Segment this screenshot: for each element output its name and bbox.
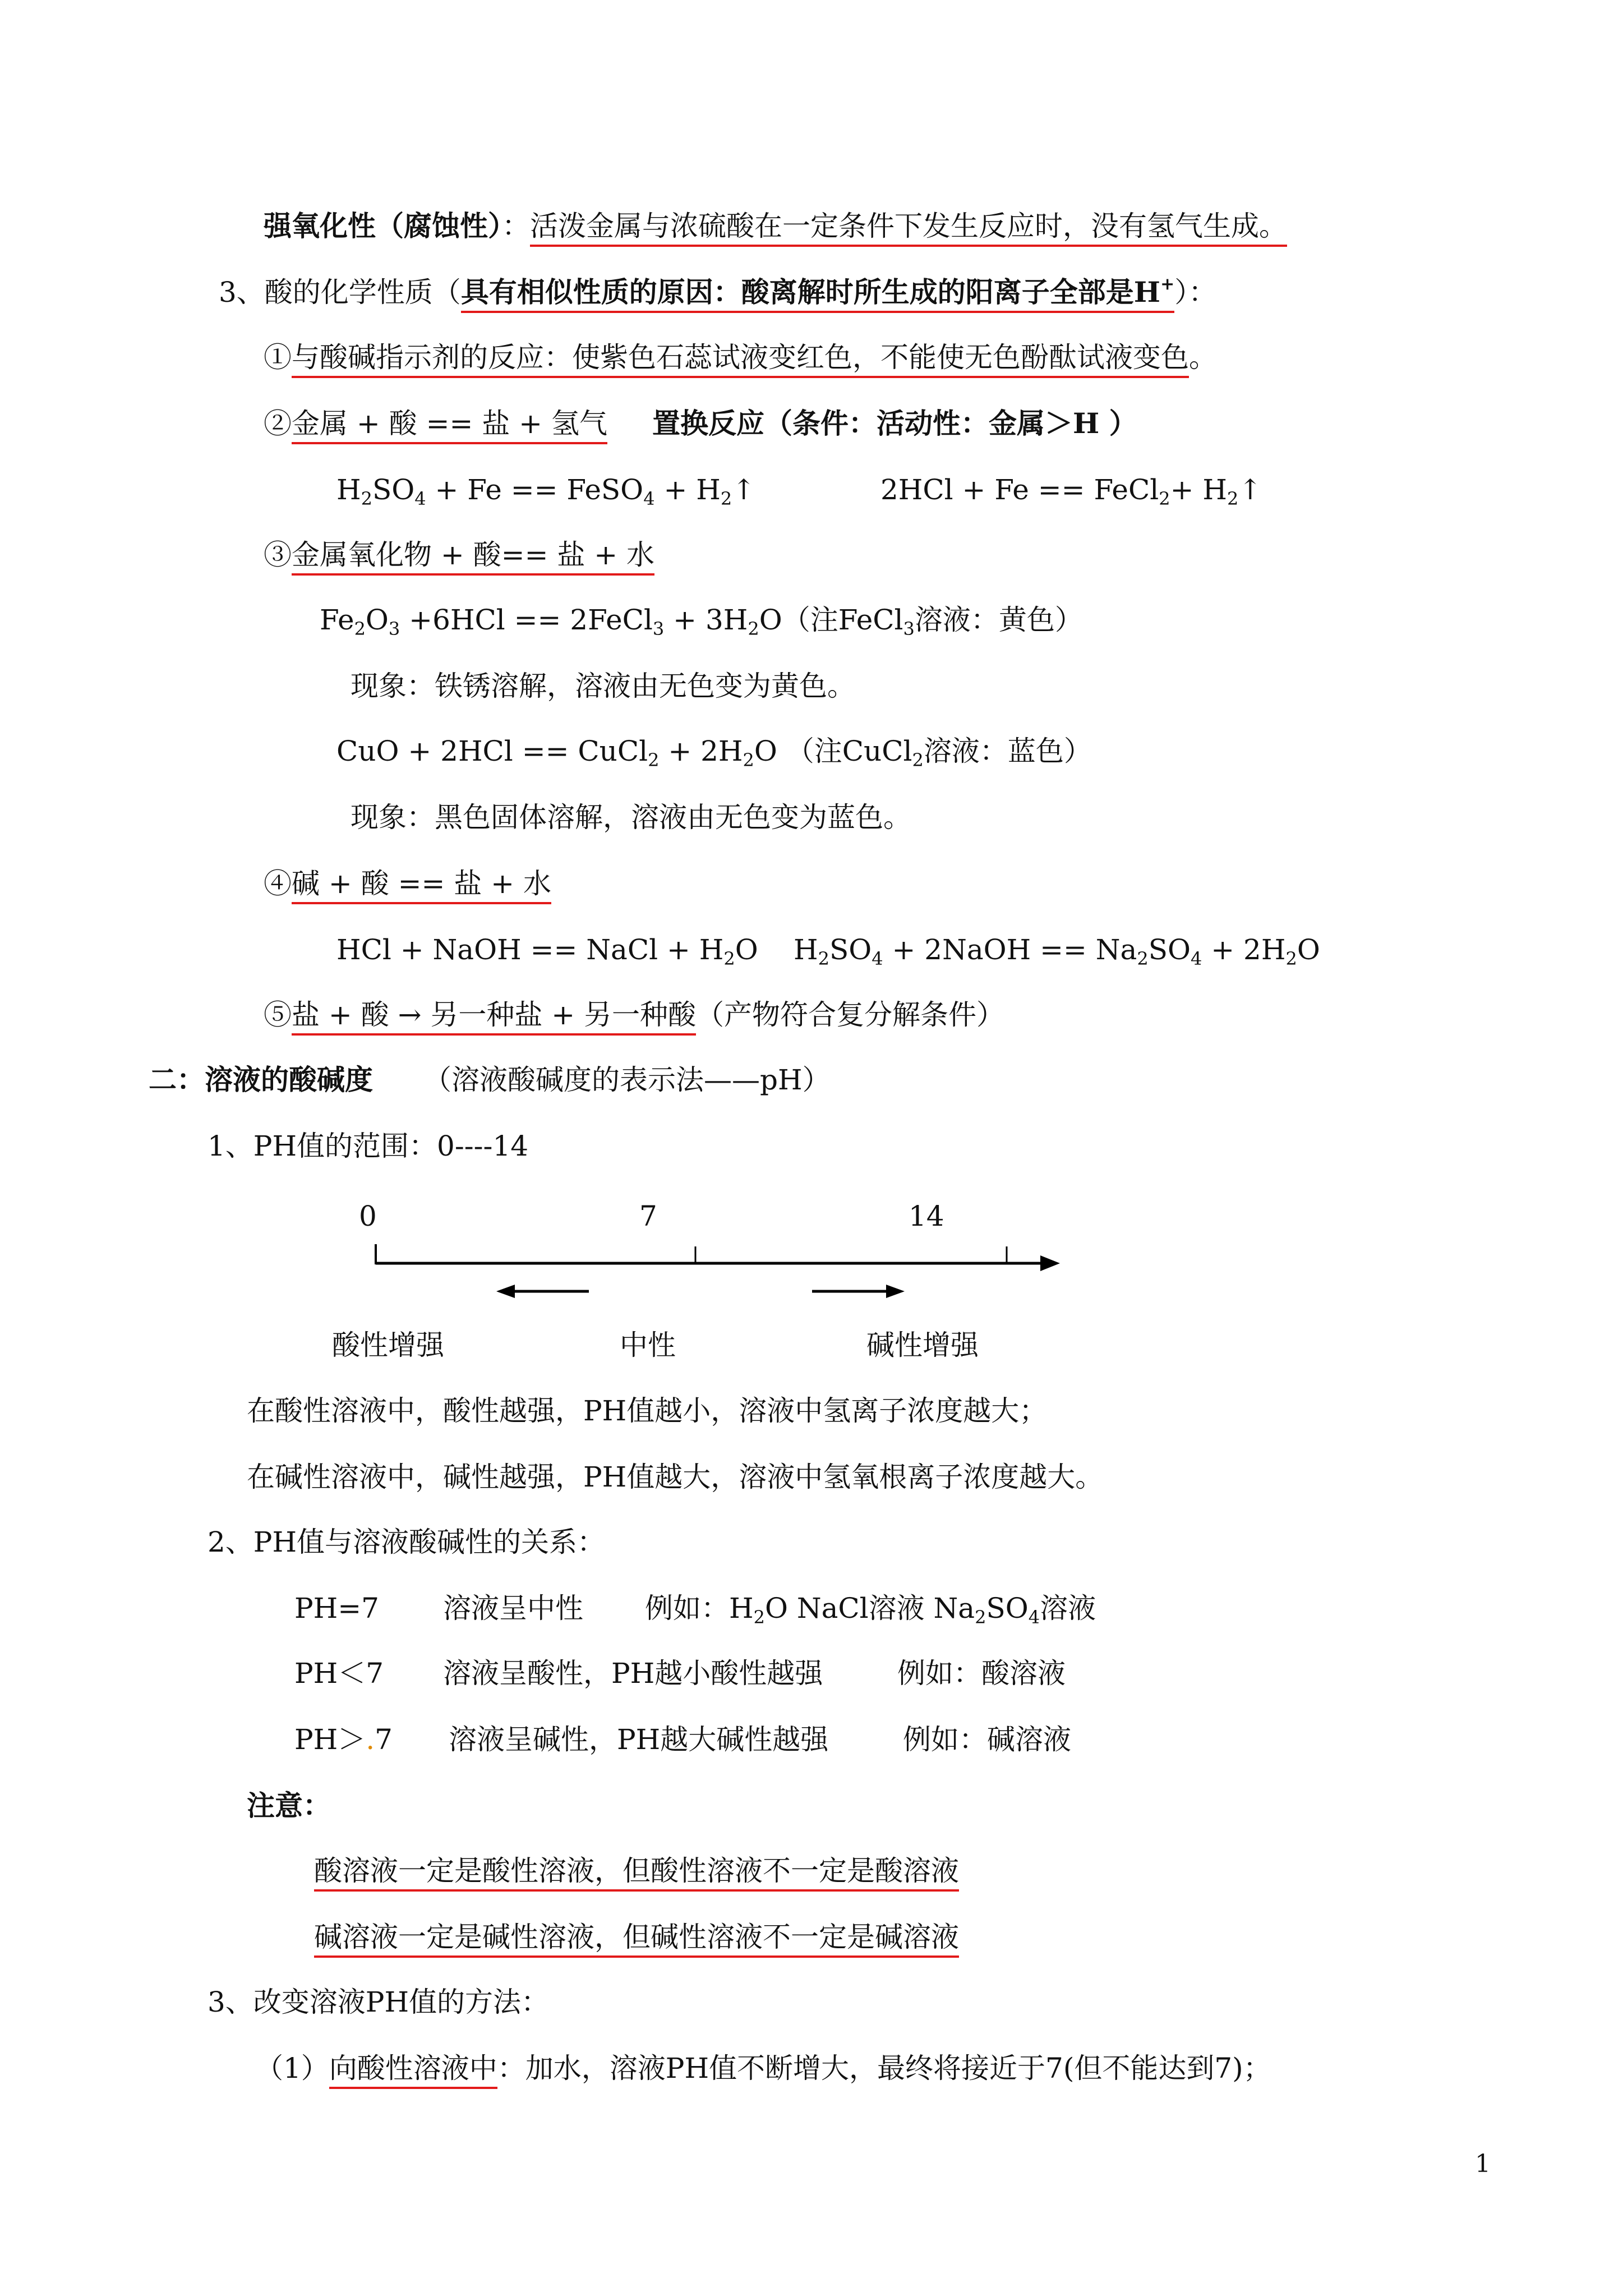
row-ph-7-example: 例如：$H_2O$ NaCl溶液 $Na_2SO_4$溶液 <box>645 1592 1096 1628</box>
phenomenon-black-solid: 现象：黑色固体溶解，溶液由无色变为蓝色。 <box>351 801 911 834</box>
row-ph-lt7-desc: 溶液呈酸性，PH越小酸性越强 <box>443 1657 823 1690</box>
phenomenon-rust: 现象：铁锈溶解，溶液由无色变为黄色。 <box>351 670 855 702</box>
acid-arrow-head <box>496 1285 515 1298</box>
equation-cuo-hcl: CuO + 2HCl == CuCl$_2$ + $2H_2O$ （注CuCl$_2$溶液：蓝色） <box>336 735 1092 771</box>
equation-h2so4-naoh: $H_2SO_4$ + 2NaOH == $Na_2SO_4 + 2H_2O$ <box>794 933 1320 969</box>
line-base-solution: 在碱性溶液中，碱性越强，PH值越大，溶液中氢氧根离子浓度越大。 <box>247 1461 1104 1493</box>
line-metal-acid: ②金属 + 酸 == 盐 + 氢气 置换反应（条件：活动性：金属＞H ） <box>264 405 1137 442</box>
line-indicator: ①与酸碱指示剂的反应：使紫色石蕊试液变红色，不能使无色酚酞试液变色。 <box>264 339 1217 376</box>
line-ph-relationship: 2、PH值与溶液酸碱性的关系： <box>208 1526 606 1558</box>
scale-label-acid: 酸性增强 <box>332 1329 444 1361</box>
term-strong-oxidizing: 强氧化性（腐蚀性） <box>264 209 502 242</box>
section-heading-ph: 二：溶液的酸碱度 （溶液酸碱度的表示法——pH） <box>149 1063 831 1096</box>
line-acid-add-water: （1）向酸性溶液中：加水，溶液PH值不断增大，最终将接近于7(但不能达到7)； <box>255 2050 1271 2087</box>
scale-label-7: 7 <box>639 1200 657 1232</box>
line-change-ph: 3、改变溶液PH值的方法： <box>208 1986 550 2018</box>
line-strong-oxidizing: 强氧化性（腐蚀性）：活泼金属与浓硫酸在一定条件下发生反应时，没有氢气生成。 <box>264 208 1287 245</box>
ph-axis-arrowhead <box>1040 1255 1060 1271</box>
line-acid-solution: 在酸性溶液中，酸性越强，PH值越小，溶液中氢离子浓度越大； <box>247 1395 1048 1427</box>
section-title: 二：溶液的酸碱度 <box>149 1063 373 1096</box>
underlined-text: 酸溶液一定是酸性溶液，但酸性溶液不一定是酸溶液 <box>314 1855 959 1892</box>
page-number: 1 <box>1475 2150 1491 2178</box>
ph-scale-diagram <box>359 1234 1066 1301</box>
scale-label-0: 0 <box>359 1200 377 1232</box>
underlined-text: 活泼金属与浓硫酸在一定条件下发生反应时，没有氢气生成。 <box>530 210 1287 247</box>
equation-hcl-fe: 2HCl + Fe == FeCl$_2$+ $H_2↑$ <box>880 473 1262 509</box>
line-metal-oxide-acid: ③金属氧化物 + 酸== 盐 + 水 <box>264 536 654 573</box>
underlined-text: 金属 + 酸 == 盐 + 氢气 <box>292 407 607 444</box>
row-ph-lt7: PH＜7 <box>294 1657 384 1690</box>
underlined-text: 碱 + 酸 == 盐 + 水 <box>292 867 551 904</box>
line-salt-acid: ⑤盐 + 酸 → 另一种盐 + 另一种酸（产物符合复分解条件） <box>264 996 1004 1033</box>
underlined-text: 向酸性溶液中 <box>329 2052 497 2089</box>
underlined-text: 金属氧化物 + 酸== 盐 + 水 <box>292 539 654 576</box>
note-acid-solution <box>314 1852 959 1889</box>
line-acid-chem-props: 3、酸的化学性质（具有相似性质的原因：酸离解时所生成的阳离子全部是H+）： <box>219 274 1216 311</box>
row-ph-gt7-example: 例如：碱溶液 <box>903 1723 1071 1756</box>
equation-h2so4-fe: $H_2SO_4 + Fe$ == FeSO$_4$ + $H_2↑$ <box>336 473 756 509</box>
note-heading: 注意： <box>247 1789 331 1822</box>
bold-text: 置换反应（条件：活动性：金属＞H ） <box>652 407 1137 440</box>
equation-hcl-naoh: HCl + NaOH == NaCl + $H_2O$ <box>336 933 758 969</box>
row-ph-lt7-example: 例如：酸溶液 <box>897 1657 1066 1690</box>
line-base-acid: ④碱 + 酸 == 盐 + 水 <box>264 865 551 902</box>
scale-label-14: 14 <box>909 1200 944 1232</box>
underlined-text: 与酸碱指示剂的反应：使紫色石蕊试液变红色，不能使无色酚酞试液变色 <box>292 341 1189 378</box>
line-ph-range: 1、PH值的范围：0----14 <box>208 1130 529 1162</box>
equation-fe2o3-hcl: $Fe_2O_3 +6HCl$ == 2FeCl$_3$ + $3H_2O$（注FeCl$_3$溶液：黄色） <box>320 604 1083 639</box>
scale-label-neutral: 中性 <box>620 1329 676 1361</box>
underlined-text: 盐 + 酸 → 另一种盐 + 另一种酸 <box>292 999 696 1036</box>
row-ph-gt7-desc: 溶液呈碱性，PH越大碱性越强 <box>449 1723 829 1756</box>
note-base-solution <box>314 1918 959 1955</box>
scale-label-base: 碱性增强 <box>866 1329 979 1361</box>
row-ph-gt7: PH＞.7 <box>294 1723 393 1756</box>
underlined-bold-text: 具有相似性质的原因：酸离解时所生成的阳离子全部是H+ <box>461 275 1174 313</box>
base-arrow-head <box>886 1285 905 1298</box>
underlined-text: 碱溶液一定是碱性溶液，但碱性溶液不一定是碱溶液 <box>314 1921 959 1958</box>
row-ph-7-desc: 溶液呈中性 <box>443 1592 583 1625</box>
row-ph-7: PH=7 <box>294 1592 379 1625</box>
